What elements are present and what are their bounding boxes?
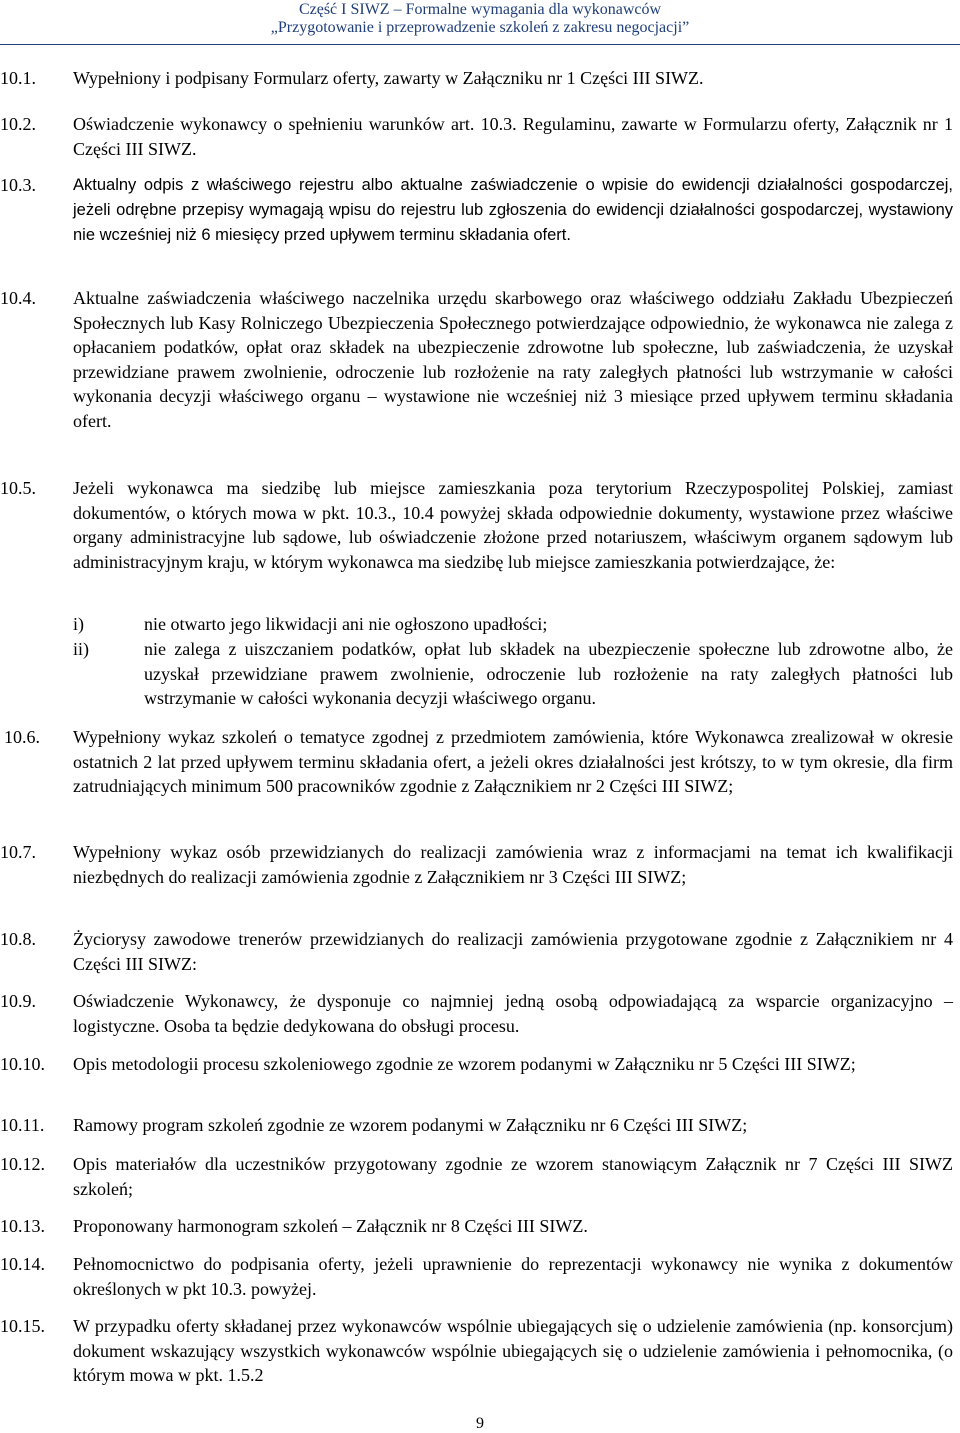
item-text: Aktualny odpis z właściwego rejestru albo aktualne zaświadczenie o wpisie do ewidencji działalności gospodarczej, jeżeli odrębne przepisy wymagają wpisu do rejestru lub zgłoszenia do ewidencji działalności gospodarczej, wystawiony nie wcześniej niż 6 miesięcy przed upływem terminu składania ofert. [73,176,953,245]
page-number: 9 [476,1415,484,1432]
item-text: Jeżeli wykonawca ma siedzibę lub miejsce zamieszkania poza terytorium Rzeczypospolitej Polskiej, zamiast dokumentów, o których mowa w pkt. 10.3., 10.4 powyżej składa odpowiednie dokumenty, wystawione przez właściwe organy administracyjne lub sądowe, lub oświadczenie złożone przed notariuszem, właściwym organem sądowym lub administracyjnym kraju, w którym wykonawca ma siedzibę lub miejsce zamieszkania potwierdzające, że: [73,478,953,572]
item-number: 10.2. [0,114,36,134]
item-text: Oświadczenie Wykonawcy, że dysponuje co najmniej jedną osobą odpowiadającą za wsparcie organizacyjno – logistyczne. Osoba ta będzie dedykowana do obsługi procesu. [73,991,953,1036]
item-number: 10.6. [4,727,40,747]
item-number: 10.15. [0,1316,45,1336]
item-text: Wypełniony i podpisany Formularz oferty, zawarty w Załączniku nr 1 Części III SIWZ. [73,68,704,88]
header-divider [0,44,960,45]
sub-item-marker: ii) [73,639,89,659]
item-number: 10.1. [0,68,36,88]
header-title: Część I SIWZ – Formalne wymagania dla wykonawców [298,1,662,18]
sub-item-text: nie otwarto jego likwidacji ani nie ogłoszono upadłości; [144,614,548,634]
item-number: 10.11. [0,1115,45,1135]
item-number: 10.5. [0,478,36,498]
item-text: Wypełniony wykaz osób przewidzianych do realizacji zamówienia wraz z informacjami na temat ich kwalifikacji niezbędnych do realizacji zamówienia zgodnie z Załącznikiem nr 3 Części III SIWZ; [73,842,953,887]
item-text: Aktualne zaświadczenia właściwego naczelnika urzędu skarbowego oraz właściwego oddziału Zakładu Ubezpieczeń Społecznych lub Kasy Rolniczego Ubezpieczenia Społecznego potwierdzające odpowiednio, że wykonawca nie zalega z opłacaniem podatków, opłat oraz składek na ubezpieczenie zdrowotne lub społeczne, lub zaświadczenia, że uzyskał przewidziane prawem zwolnienie, odroczenie lub rozłożenie na raty zaległych płatności lub wstrzymanie w całości wykonania decyzji właściwego organu – wystawione nie wcześniej niż 3 miesiące przed upływem terminu składania ofert. [73,288,953,431]
item-text: W przypadku oferty składanej przez wykonawców wspólnie ubiegających się o udzielenie zamówienia (np. konsorcjum) dokument wskazujący wszystkich wykonawców wspólnie ubiegających się o udzielenie zamówienia i pełnomocnika, (o którym mowa w pkt. 1.5.2 [73,1316,953,1386]
item-number: 10.14. [0,1254,45,1274]
item-number: 10.13. [0,1216,45,1236]
header-subtitle: „Przygotowanie i przeprowadzenie szkoleń z zakresu negocjacji” [270,19,690,36]
item-text: Oświadczenie wykonawcy o spełnieniu warunków art. 10.3. Regulaminu, zawarte w Formularzu oferty, Załącznik nr 1 Części III SIWZ. [73,114,953,159]
item-number: 10.9. [0,991,36,1011]
item-number: 10.7. [0,842,36,862]
sub-item-marker: i) [73,614,84,634]
item-number: 10.4. [0,288,36,308]
item-number: 10.3. [0,175,36,195]
item-text: Opis materiałów dla uczestników przygotowany zgodnie ze wzorem stanowiącym Załącznik nr 7 Części III SIWZ szkoleń; [73,1154,953,1199]
item-number: 10.10. [0,1054,45,1074]
item-number: 10.8. [0,929,36,949]
item-text: Opis metodologii procesu szkoleniowego zgodnie ze wzorem podanymi w Załączniku nr 5 Części III SIWZ; [73,1054,856,1074]
item-text: Wypełniony wykaz szkoleń o tematyce zgodnej z przedmiotem zamówienia, które Wykonawca zrealizował w okresie ostatnich 2 lat przed upływem terminu składania ofert, a jeżeli okres działalności jest krótszy, to w tym okresie, dla firm zatrudniających minimum 500 pracowników zgodnie z Załącznikiem nr 2 Części III SIWZ; [73,727,953,797]
sub-item-text: nie zalega z uiszczaniem podatków, opłat lub składek na ubezpieczenie społeczne lub zdrowotne albo, że uzyskał przewidziane prawem zwolnienie, odroczenie lub rozłożenie na raty zaległych płatności lub wstrzymanie w całości wykonania decyzji właściwego organu. [144,639,953,709]
item-text: Ramowy program szkoleń zgodnie ze wzorem podanymi w Załączniku nr 6 Części III SIWZ; [73,1115,748,1135]
item-text: Życiorysy zawodowe trenerów przewidzianych do realizacji zamówienia przygotowane zgodnie z Załącznikiem nr 4 Części III SIWZ: [73,929,953,974]
item-text: Proponowany harmonogram szkoleń – Załącznik nr 8 Części III SIWZ. [73,1216,588,1236]
item-number: 10.12. [0,1154,45,1174]
item-text: Pełnomocnictwo do podpisania oferty, jeżeli uprawnienie do reprezentacji wykonawcy nie wynika z dokumentów określonych w pkt 10.3. powyżej. [73,1254,953,1299]
